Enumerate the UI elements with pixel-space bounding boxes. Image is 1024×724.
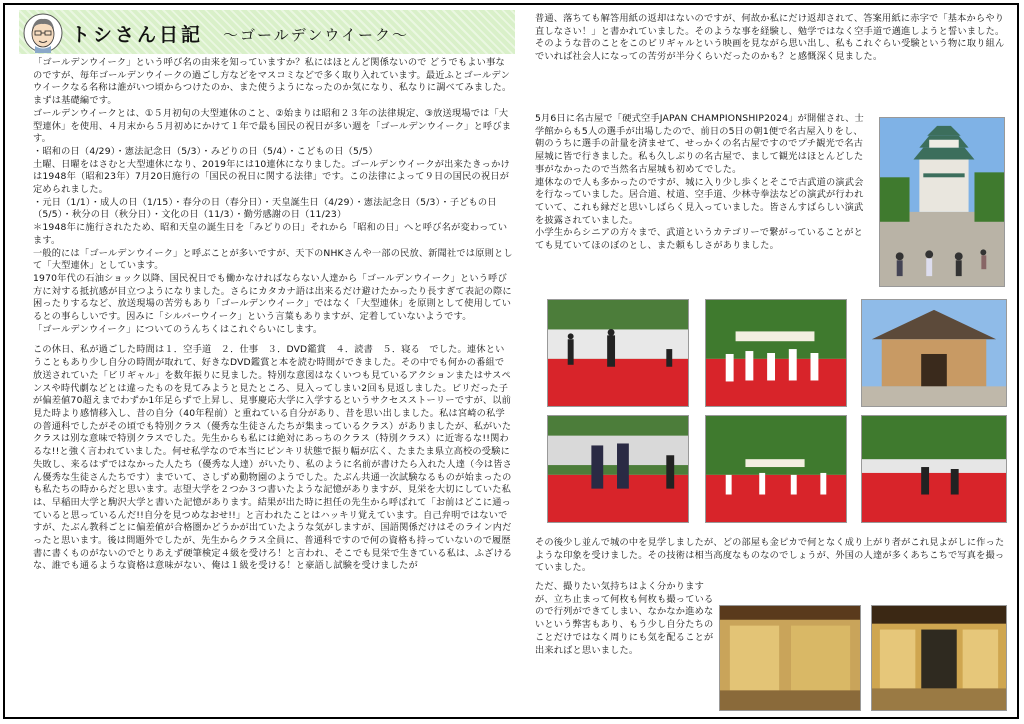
holidays-list-2: ・元日（1/1）・成人の日（1/15）・春分の日（春分日）・天皇誕生日（4/29）・憲法記念日（5/3）・子どもの日（5/5）・秋分の日（秋分日）・文化の日（11/3）・勤労感謝の日（11/23） [33,196,497,221]
budo-demo-photo-5 [861,415,1007,523]
palace-interior-photo-2 [871,605,1007,711]
left-column [19,5,515,717]
continuation-paragraph: 普通、落ちても解答用紙の返却はないのですが、何故か私にだけ返却されて、答案用紙に赤字で「基本からやり直しなさい！」と書かれていました。そのような事を経験し、勉学ではなく空手道で邁進しようと誓いました。そのような昔のことをこのビリギャルという映画を見ながら思い出し、私もこれぐらい受験という物に取り組んでいれば社会人になっての苦労が半分くらいだったのかも？と感慨深く見ました。 [535,13,1005,63]
author-avatar-icon [23,13,63,53]
budo-demo-photo-2 [705,299,847,407]
definition-paragraph: ゴールデンウイークとは、①５月初旬の大型連休のこと、②始まりは昭和２３年の法律規定、③放送現場では「大型連休」を使用、４月末から５月初めにかけて１年で最も国民の祝日が多い週を「ゴールデンウイーク」と呼びます。 [33,107,512,145]
title-bar [19,10,515,54]
nagoya-castle-photo [879,117,1005,287]
holidays-list-1: ・昭和の日（4/29）・憲法記念日（5/3）・みどりの日（5/4）・こどもの日（5/5） [33,145,378,157]
final-paragraph: ただ、撮りたい気持ちはよく分かりますが、立ち止まって何枚も何枚も撮っているので行列ができてしまい、なかなか進めないという弊害もあり、もう少し自分たちのことだけではなく周りにも気を配ることが出来ればと思いました。 [535,581,714,656]
budo-paragraph: 小学生からシニアの方々まで、武道というカテゴリーで繋がっていることがとても見ていてほのぼのとし、また頼もしさがありました。 [535,227,864,252]
page-subtitle: ～ゴールデンウイーク～ [223,26,409,44]
origin-paragraph: 1970年代の石油ショック以降、国民祝日でも働かなければならない人達から「ゴールデンウイーク」という呼び方に対する抵抗感が目立つようになりました。さらにカタカナ語は出来るだけ避けたかったり長すぎて表記の際に困ったりするなど、放送現場の苦労もあり「ゴールデンウイーク」ではなく「大型連休」を原則として使用しているとの事らしいです。因みに「シルバーウイーク」という言葉もありますが、定着していないようです。 [33,272,512,323]
history-paragraph: 土曜、日曜をはさむと大型連休になり、2019年には10連休になりました。ゴールデンウイークが出来たきっかけは1948年（昭和23年）7月20日施行の「国民の祝日に関する法律」です。この法律によって９日の国民の祝日が定められました。 [33,158,510,196]
budo-demo-photo-3 [547,415,689,523]
palace-interior-photo-1 [719,605,861,711]
left-text-block [33,57,513,573]
page-title: トシさん日記 [71,24,204,46]
event-paragraph: 5月6日に名古屋で「硬式空手JAPAN CHAMPIONSHIP2024」が開催され、士学館からも5人の選手が出場したので、前日の5日の朝1便で名古屋入りをし、朝のうちに選手の計量を済ませて、せっかくの名古屋ですのでプチ観光で名古屋城に皆で行きました。私も久しぶりの名古屋で、まして観光はほとんどした事がなかったので当然名古屋城も初めてでした。 [535,113,864,175]
usage-paragraph: 一般的には「ゴールデンウイーク」と呼ぶことが多いですが、天下のNHKさんや一部の民放、新聞社では原則として「大型連休」としています。 [33,247,513,272]
castle-paragraph: 連休なので人も多かったのですが、城に入り少し歩くとそこで古武道の演武会を行なっていました。居合道、杖道、空手道、少林寺拳法などの演武が行われていて、これも縁だと思いしばらく見入っていました。皆さんすばらしい演武を披露されていました。 [535,176,864,226]
newsletter-page [3,3,1019,719]
event-text-block [535,113,871,253]
budo-demo-photo-4 [705,415,847,523]
closing-paragraph: 「ゴールデンウイーク」についてのうんちくはこれぐらいにします。 [33,323,323,335]
intro-paragraph: 「ゴールデンウイーク」という呼び名の由来を知っていますか？私にはほとんど関係ないので どうでもよい事なのですが、毎年ゴールデンウイークの過ごし方などをマスコミなどで多く取り入れています。最近ふとゴールデンウイークなる名称は誰がいつ頃からつけたのか、また使うようになったのか気になり、私なりに調べてみました。まずは基礎編です。 [33,57,512,107]
diary-paragraph: この休日、私が過ごした時間は１．空手道 ２．仕事 ３．DVD鑑賞 ４．読書 ５．寝る でした。連休ということもあり少し自分の時間が取れて、好きなDVD鑑賞と本を読む時間ができました。その中でも何かの番組で放送されていた「ビリギャル」を数年振りに見ました。特別な意図はなくいつも見ているアクションまたはサスペンスや時代劇などとは違ったものを見てみようと見たところ、見入ってしまい2回も見返しました。ビリだった子が偏差値70超えまでわずか1年足らずで上昇し、見事慶応大学に入学するというサクセスストーリーですが、以前見た時より感情移入し、昔の自分（40年程前）と重ねている自分があり、昔を思い出しました。私は宮崎の私学の普通科でしたがその頃でも特別クラス（優秀な生徒さんたちが集まっているクラス）がありましたが、私がいたクラスは別な意味で特別クラスでした。先生からも私には絶対にあっちのクラス（特別クラス）に近寄るな!!関わるな!!と強く言われていました。何せ私学なので本当にピンキリ状態で振り幅が広く、たまたま県立高校の受験に失敗し、来るはずではなかった人たち（優秀な人達）がいたり、私のように名前が書けたら入れた人達（今は皆さん優秀な生徒さんたちです）までいて、さしずめ動物園のようでした。たぶん共通一次試験なるものが始まったのも私たちの時からだと思います。志望大学を２つか３つ書いたような記憶がありますが、見栄を大切にしていた私は、早稲田大学と駒沢大学と書いた記憶があります。結果が出た時に担任の先生から呼ばれて「お前はどこに通っていると思っているんだ!!自分を見つめなおせ!!」と言われたことはハッキリ覚えています。自己弁明ではないですが、たぶん教科ごとに偏差値が合格圏かどうかが出ていたような気がしますが、国語関係だけはそのライン内だったと思います。後は問題外でしたが、先生からクラス全員に、普通科ですので何の資格も持っていないので履歴書に書くものがないのでとりあえず硬筆検定４級を受けろ！と言われ、そこでも見栄で生きている私は、ふざけるな、誰でも通るような資格は意味がない、俺は１級を受ける！と豪語し試験を受けましたが [33,344,513,572]
after-paragraph: その後少し並んで城の中を見学しましたが、どの部屋も金ピカで何となく成り上がり者がこれ見よがしに作ったような印象を受けました。その技術は相当高度なものなのでしょうが、外国の人達が多くあちこちで写真を撮っていました。 [535,537,1005,574]
right-column [535,5,1011,717]
castle-palace-photo [861,299,1007,407]
final-text-block [535,581,721,657]
after-text-block [535,537,1007,575]
note-paragraph: ＊1948年に施行されたため、昭和天皇の誕生日を「みどりの日」それから「昭和の日」へと呼び名が変わっています。 [33,222,508,246]
budo-demo-photo-1 [547,299,689,407]
